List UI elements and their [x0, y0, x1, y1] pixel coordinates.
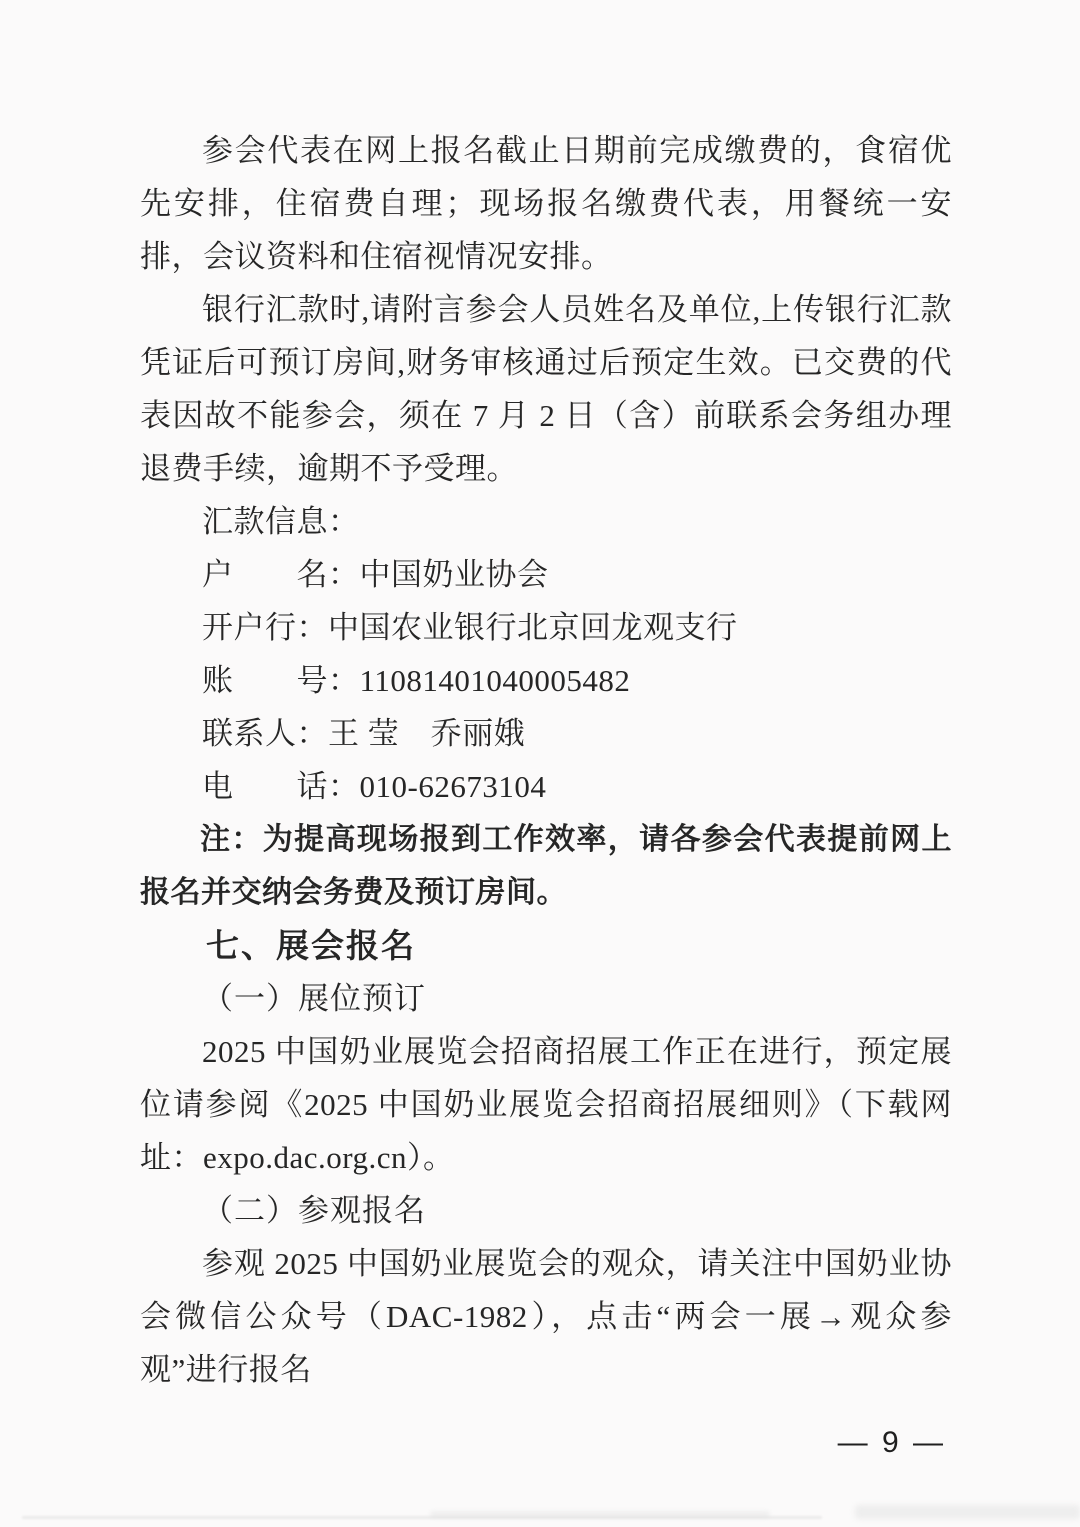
paragraph-visitor-registration: 参观 2025 中国奶业展览会的观众，请关注中国奶业协会微信公众号（DAC-1982），点击“两会一展→观众参观”进行报名 [140, 1246, 952, 1387]
info-line-contacts: 联系人：王 莹 乔丽娥 [202, 716, 526, 751]
section-heading-exhibition-registration: 七、展会报名 [206, 927, 416, 964]
subheading-booth-reservation: （一）展位预订 [202, 981, 426, 1016]
info-line-bank-branch: 开户行：中国农业银行北京回龙观支行 [202, 610, 738, 645]
info-line-phone: 电 话：010-62673104 [202, 769, 547, 804]
paragraph-bank-remittance: 银行汇款时,请附言参会人员姓名及单位,上传银行汇款凭证后可预订房间,财务审核通过后预定生效。已交费的代表因故不能参会，须在 7 月 2 日（含）前联系会务组办理退费手续，逾期不予受理。 [140, 292, 952, 486]
page-edge-artifact [855, 1505, 1080, 1519]
page-edge-artifact [430, 1511, 770, 1518]
info-line-remittance-title: 汇款信息： [202, 504, 360, 539]
info-line-account-name: 户 名：中国奶业协会 [202, 557, 549, 592]
document-body [140, 124, 952, 1396]
paragraph-payment-priority: 参会代表在网上报名截止日期前完成缴费的，食宿优先安排，住宿费自理；现场报名缴费代表，用餐统一安排，会议资料和住宿视情况安排。 [140, 133, 952, 274]
info-line-account-number: 账 号：11081401040005482 [202, 663, 631, 698]
note-paragraph: 注：为提高现场报到工作效率，请各参会代表提前网上报名并交纳会务费及预订房间。 [140, 823, 952, 909]
page-edge-artifact [22, 1516, 822, 1519]
paragraph-booth-reservation: 2025 中国奶业展览会招商招展工作正在进行，预定展位请参阅《2025 中国奶业展览会招商招展细则》（下载网址：expo.dac.org.cn）。 [140, 1034, 952, 1175]
subheading-visitor-registration: （二）参观报名 [202, 1193, 426, 1228]
page-number: — 9 — [837, 1426, 946, 1459]
